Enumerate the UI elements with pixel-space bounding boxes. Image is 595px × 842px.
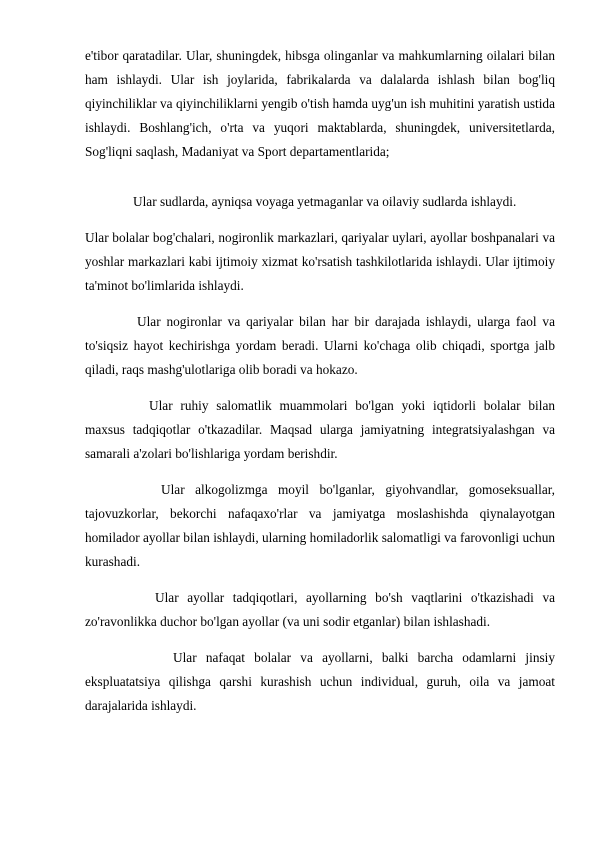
paragraph-6: Ular alkogolizmga moyil bo'lganlar, giyohvandlar, gomoseksuallar, tajovuzkorlar, bekorchi nafaqaxo'rlar va jamiyatga moslashishda qiynalayotgan homilador ayollar bilan ishlaydi, ularning homiladorlik salomatligi va farovonligi uchun kurashadi. [85, 482, 555, 570]
paragraph-2: Ular sudlarda, ayniqsa voyaga yetmaganlar va oilaviy sudlarda ishlaydi. [133, 194, 517, 209]
paragraph-3: Ular bolalar bog'chalari, nogironlik markazlari, qariyalar uylari, ayollar boshpanalari va yoshlar markazlari kabi ijtimoiy xizmat ko'rsatish tashkilotlarida ishlaydi. Ular ijtimoiy ta'minot bo'limlarida ishlaydi. [85, 230, 555, 294]
paragraph-4: Ular nogironlar va qariyalar bilan har bir darajada ishlaydi, ularga faol va to'siqsiz hayot kechirishga yordam beradi. Ularni ko'chaga olib chiqadi, sportga jalb qiladi, raqs mashg'ulotlariga olib boradi va hokazo. [85, 314, 555, 378]
paragraph-8: Ular nafaqat bolalar va ayollarni, balki barcha odamlarni jinsiy ekspluatatsiya qilishga qarshi kurashish uchun individual, guruh, oila va jamoat darajalarida ishlaydi. [85, 650, 555, 714]
paragraph-1: e'tibor qaratadilar. Ular, shuningdek, hibsga olinganlar va mahkumlarning oilalari bilan ham ishlaydi. Ular ish joylarida, fabrikalarda va dalalarda ishlash bilan bog'liq qiyinchiliklar va qiyinchiliklarni yengib o'tish hamda uyg'un ish muhitini yaratish ustida ishlaydi. Boshlang'ich, o'rta va yuqori maktablarda, shuningdek, universitetlarda, Sog'liqni saqlash, Madaniyat va Sport departamentlarida; [85, 48, 555, 160]
paragraph-7: Ular ayollar tadqiqotlari, ayollarning bo'sh vaqtlarini o'tkazishadi va zo'ravonlikka duchor bo'lgan ayollar (va uni sodir etganlar) bilan ishlashadi. [85, 590, 555, 630]
paragraph-5: Ular ruhiy salomatlik muammolari bo'lgan yoki iqtidorli bolalar bilan maxsus tadqiqotlar o'tkazadilar. Maqsad ularga jamiyatning integratsiyalashgan va samarali a'zolari bo'lishlariga yordam berishdir. [85, 398, 555, 462]
